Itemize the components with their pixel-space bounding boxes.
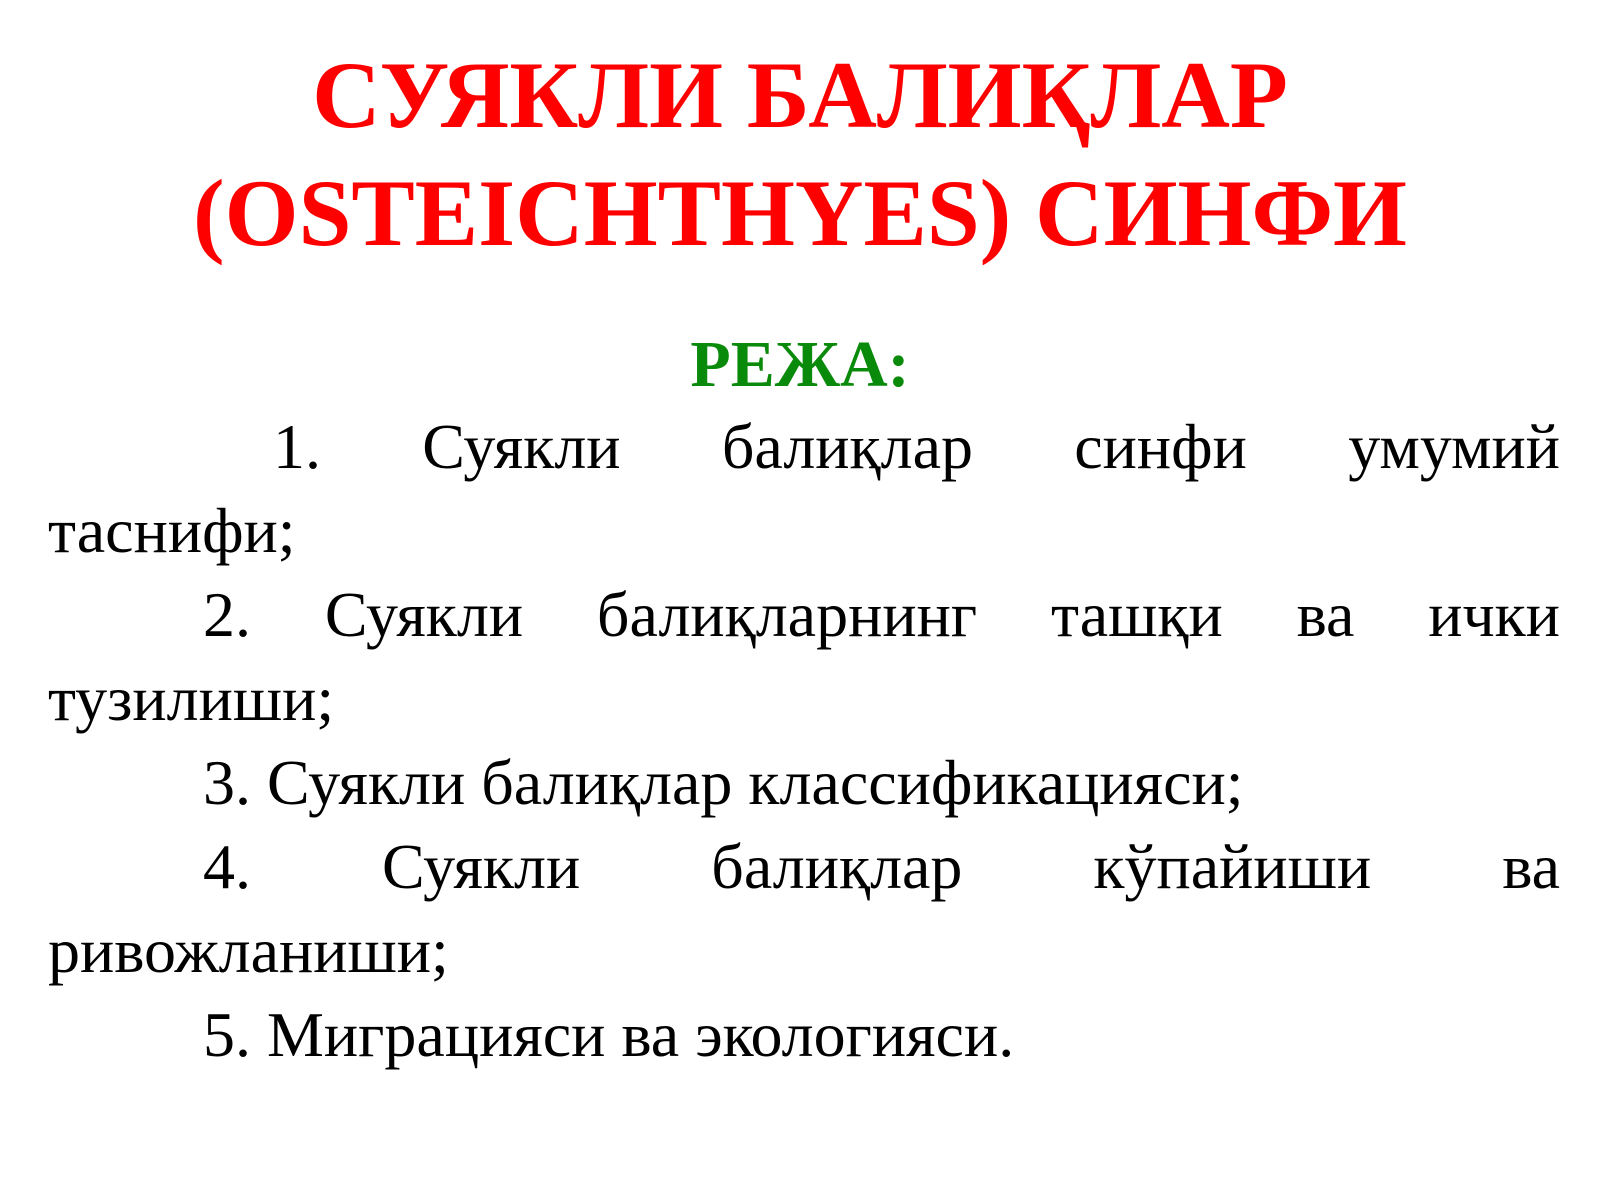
plan-item-1 [48,405,1560,573]
plan-item-5 [48,993,1560,1077]
plan-heading: РЕЖА: [690,328,910,401]
plan-item-3-line-1: 3. Суякли балиқлар классификацияси; [203,747,1244,818]
plan-item-1-line-1: 1. Суякли балиқлар синфи умумий [273,411,1560,482]
plan-item-2-line-1: 2. Суякли балиқларнинг ташқи ва ички [203,579,1560,650]
plan-item-2-line-2: тузилиши; [48,663,335,734]
slide-title [0,36,1600,272]
plan-item-3 [48,741,1560,825]
plan-item-1-line-2: таснифи; [48,495,296,566]
plan-item-4-line-1: 4. Суякли балиқлар кўпайиши ва [203,831,1560,902]
plan-item-2 [48,573,1560,741]
plan-item-5-line-1: 5. Миграцияси ва экологияси. [203,999,1015,1070]
plan-item-4-line-2: ривожланиши; [48,915,449,986]
slide-title-line-2: (OSTEICHTHYES) СИНФИ [193,160,1407,266]
plan-list [48,405,1560,1077]
plan-item-4 [48,825,1560,993]
slide-title-line-1: СУЯКЛИ БАЛИҚЛАР [312,42,1288,148]
